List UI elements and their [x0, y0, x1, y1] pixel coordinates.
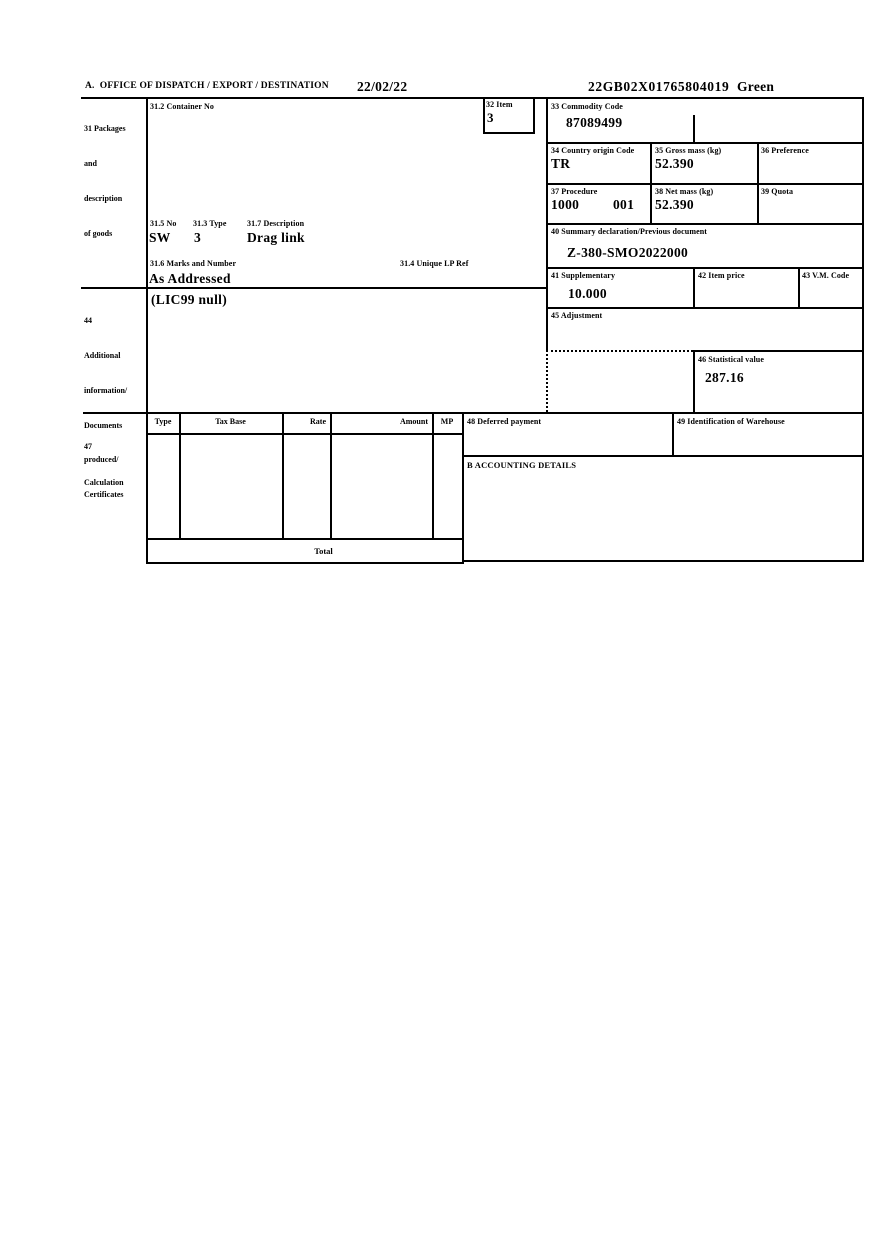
box-49-warehouse-label: 49 Identification of Warehouse	[677, 417, 785, 426]
divider	[546, 142, 864, 144]
divider	[546, 183, 864, 185]
divider	[757, 142, 759, 225]
additional-information-value: (LIC99 null)	[151, 292, 227, 307]
statistical-value-left-border	[693, 350, 695, 414]
dotted-divider	[546, 350, 548, 412]
gross-mass-value: 52.390	[655, 156, 694, 171]
box-31-line: and	[84, 158, 97, 168]
table-column-divider	[179, 412, 181, 540]
divider	[798, 267, 800, 309]
box-47-calculation-label	[84, 417, 124, 513]
table-right-border	[462, 412, 464, 562]
supplementary-value: 10.000	[568, 286, 607, 301]
box-31-line: description	[84, 193, 123, 203]
box-31-2-container-label: 31.2 Container No	[150, 102, 214, 111]
movement-reference-number: 22GB02X01765804019	[588, 79, 730, 94]
label-column-divider	[146, 97, 148, 564]
box-35-gross-mass-label: 35 Gross mass (kg)	[655, 146, 722, 155]
box-44-line: information/	[84, 385, 128, 395]
divider	[650, 142, 652, 225]
divider	[146, 562, 464, 564]
box-31-packages-label	[84, 100, 126, 262]
item-box-right-border	[533, 97, 535, 134]
box-44-line: 44	[84, 316, 92, 326]
item-number-value: 3	[487, 110, 494, 125]
statistical-value: 287.16	[705, 370, 744, 385]
calc-header-tax-base: Tax Base	[215, 417, 246, 426]
box-41-supplementary-label: 41 Supplementary	[551, 271, 616, 280]
item-box-bottom-border	[483, 132, 535, 134]
calc-total-label: Total	[314, 546, 333, 556]
procedure-value-1: 1000	[551, 197, 580, 212]
accounting-details-label: B ACCOUNTING DETAILS	[467, 460, 577, 470]
table-column-divider	[282, 412, 284, 540]
form-right-border	[862, 97, 864, 562]
box-31-5-no-label: 31.5 No	[150, 219, 177, 228]
form-top-border	[81, 97, 864, 99]
previous-document-value: Z-380-SMO2022000	[567, 245, 689, 260]
box-38-net-mass-label: 38 Net mass (kg)	[655, 187, 714, 196]
box-37-procedure-label: 37 Procedure	[551, 187, 598, 196]
box-31-6-marks-label: 31.6 Marks and Number	[150, 259, 237, 268]
divider	[693, 267, 695, 309]
box-34-country-origin-label: 34 Country origin Code	[551, 146, 635, 155]
calc-header-type: Type	[154, 417, 172, 426]
box-45-adjustment-label: 45 Adjustment	[551, 311, 603, 320]
box-46-statistical-value-label: 46 Statistical value	[698, 355, 764, 364]
net-mass-value: 52.390	[655, 197, 694, 212]
box-36-preference-label: 36 Preference	[761, 146, 809, 155]
office-of-dispatch-label: A. OFFICE OF DISPATCH / EXPORT / DESTINATION	[85, 81, 329, 91]
calc-header-mp: MP	[440, 417, 454, 426]
routing-status: Green	[737, 79, 775, 94]
box-44-line: Documents	[84, 420, 123, 430]
divider	[83, 412, 864, 414]
box-47-line: 47	[84, 442, 92, 451]
box-44-line: Certificates	[84, 490, 124, 500]
calc-header-rate: Rate	[310, 417, 326, 426]
box-44-line: produced/	[84, 455, 119, 465]
divider	[693, 350, 864, 352]
declaration-date: 22/02/22	[357, 79, 408, 94]
column-divider	[546, 97, 548, 350]
country-origin-value: TR	[551, 156, 571, 171]
dotted-divider	[546, 350, 693, 352]
box-40-previous-document-label: 40 Summary declaration/Previous document	[551, 227, 708, 236]
commodity-code-divider	[693, 115, 695, 144]
divider	[146, 433, 464, 435]
box-47-line: Calculation	[84, 478, 124, 487]
table-column-divider	[330, 412, 332, 540]
divider	[462, 560, 864, 562]
package-type-value: 3	[194, 230, 202, 245]
box-31-line: of goods	[84, 228, 113, 238]
table-column-divider	[432, 412, 434, 540]
box-31-3-type-label: 31.3 Type	[193, 219, 227, 228]
box-31-7-description-label: 31.7 Description	[247, 219, 305, 228]
box-31-4-unique-lp-ref-label: 31.4 Unique LP Ref	[400, 259, 469, 268]
divider	[462, 455, 864, 457]
divider	[546, 307, 864, 309]
package-no-value: SW	[149, 230, 171, 245]
box-48-deferred-payment-label: 48 Deferred payment	[467, 417, 542, 426]
divider	[546, 267, 864, 269]
divider	[146, 538, 464, 540]
box-31-line: 31 Packages	[84, 124, 126, 134]
box-43-vm-code-label: 43 V.M. Code	[802, 271, 850, 280]
divider	[81, 287, 548, 289]
box-44-line: Additional	[84, 350, 121, 360]
commodity-code-value: 87089499	[566, 115, 623, 130]
calc-header-amount: Amount	[399, 417, 428, 426]
box-32-item-label: 32 Item	[486, 100, 513, 109]
box-39-quota-label: 39 Quota	[761, 187, 794, 196]
divider	[672, 412, 674, 457]
procedure-value-2: 001	[613, 197, 635, 212]
item-box-left-border	[483, 97, 485, 134]
box-33-commodity-code-label: 33 Commodity Code	[551, 102, 623, 111]
divider	[546, 223, 864, 225]
package-description-value: Drag link	[247, 230, 305, 245]
box-42-item-price-label: 42 Item price	[698, 271, 745, 280]
marks-and-number-value: As Addressed	[149, 271, 231, 286]
